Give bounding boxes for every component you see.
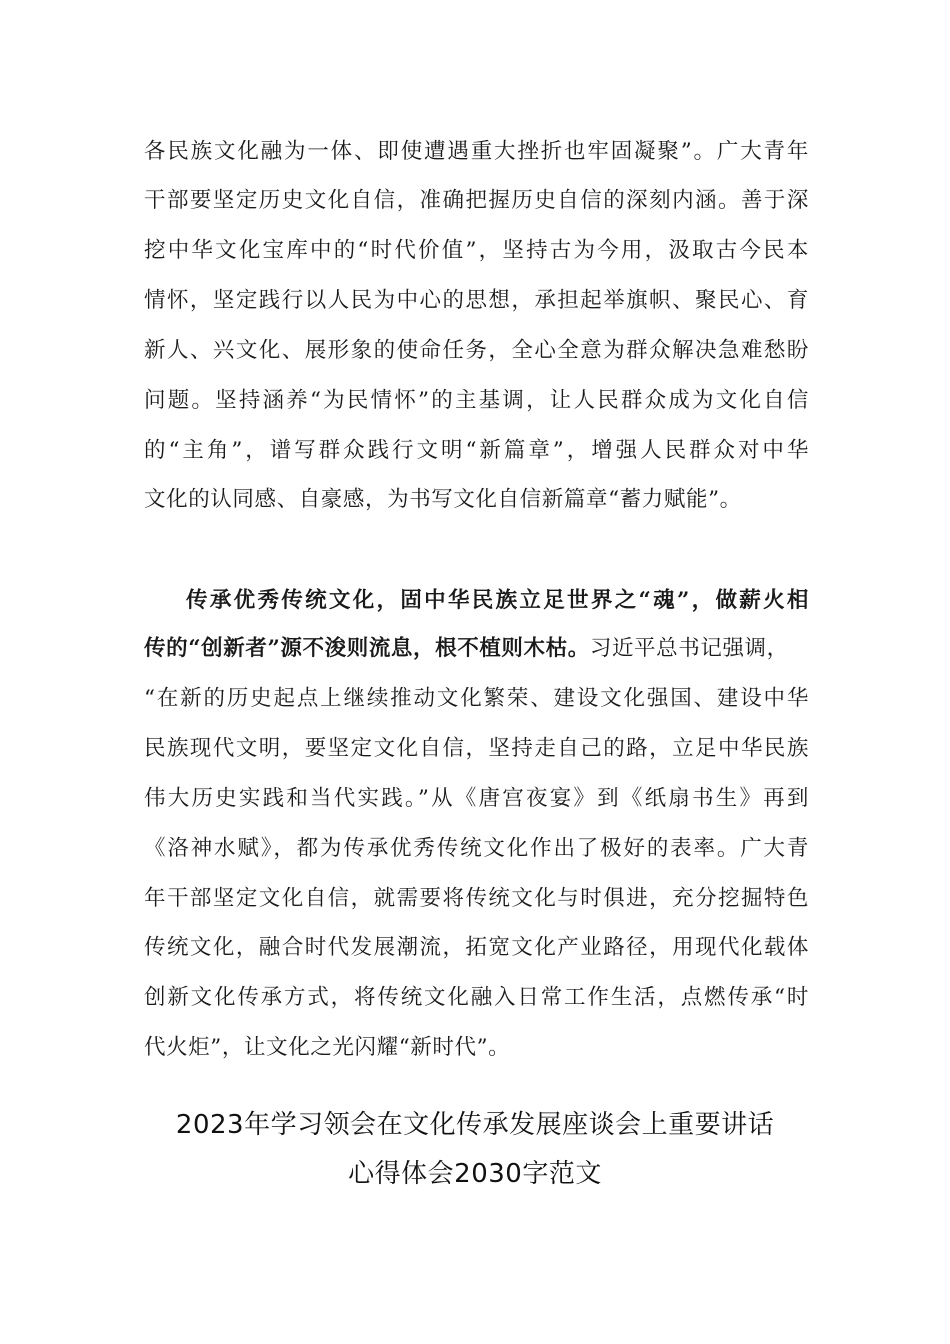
paragraph-1-line-7: 的“主角”，谱写群众践行文明“新篇章”，增强人民群众对中华 (144, 438, 809, 463)
paragraph-1-line-3: 挖中华文化宝库中的“时代价值”，坚持古为今用，汲取古今民本 (144, 238, 809, 263)
paragraph-2-line-8: 传统文化，融合时代发展潮流，拓宽文化产业路径，用现代化载体 (144, 935, 809, 960)
paragraph-2-line-5: 伟大历史实践和当代实践。”从《唐宫夜宴》到《纸扇书生》再到 (144, 786, 809, 811)
document-title-line-1: 2023年学习领会在文化传承发展座谈会上重要讲话 (175, 1110, 775, 1140)
paragraph-2-line-6: 《洛神水赋》，都为传承优秀传统文化作出了极好的表率。广大青 (144, 836, 809, 861)
paragraph-2-line-2-rest: 习近平总书记强调， (589, 636, 789, 661)
paragraph-1-line-2: 干部要坚定历史文化自信，准确把握历史自信的深刻内涵。善于深 (144, 188, 809, 213)
paragraph-1-line-1: 各民族文化融为一体、即使遭遇重大挫折也牢固凝聚”。广大青年 (144, 139, 809, 164)
paragraph-2-heading-line-2: 传的“创新者”源不浚则流息，根不植则木枯。 (144, 636, 590, 661)
paragraph-2-line-9: 创新文化传承方式，将传统文化融入日常工作生活，点燃传承“时 (144, 985, 809, 1010)
paragraph-1-line-8: 文化的认同感、自豪感，为书写文化自信新篇章“蓄力赋能”。 (144, 487, 742, 512)
paragraph-2-line-3: “在新的历史起点上继续推动文化繁荣、建设文化强国、建设中华 (144, 686, 809, 711)
paragraph-2-heading-line-1: 传承优秀传统文化，固中华民族立足世界之“魂”，做薪火相 (186, 588, 809, 613)
paragraph-1-line-4: 情怀，坚定践行以人民为中心的思想，承担起举旗帜、聚民心、育 (144, 288, 809, 313)
document-title-line-2: 心得体会2030字范文 (348, 1159, 602, 1189)
paragraph-2-line-10: 代火炬”，让文化之光闪耀“新时代”。 (144, 1035, 511, 1060)
paragraph-1-line-5: 新人、兴文化、展形象的使命任务，全心全意为群众解决急难愁盼 (144, 338, 809, 363)
paragraph-2-line-4: 民族现代文明，要坚定文化自信，坚持走自己的路，立足中华民族 (144, 736, 809, 761)
paragraph-1-line-6: 问题。坚持涵养“为民情怀”的主基调，让人民群众成为文化自信 (144, 388, 809, 413)
paragraph-2-line-2 (144, 634, 809, 664)
paragraph-2-line-7: 年干部坚定文化自信，就需要将传统文化与时俱进，充分挖掘特色 (144, 886, 809, 911)
